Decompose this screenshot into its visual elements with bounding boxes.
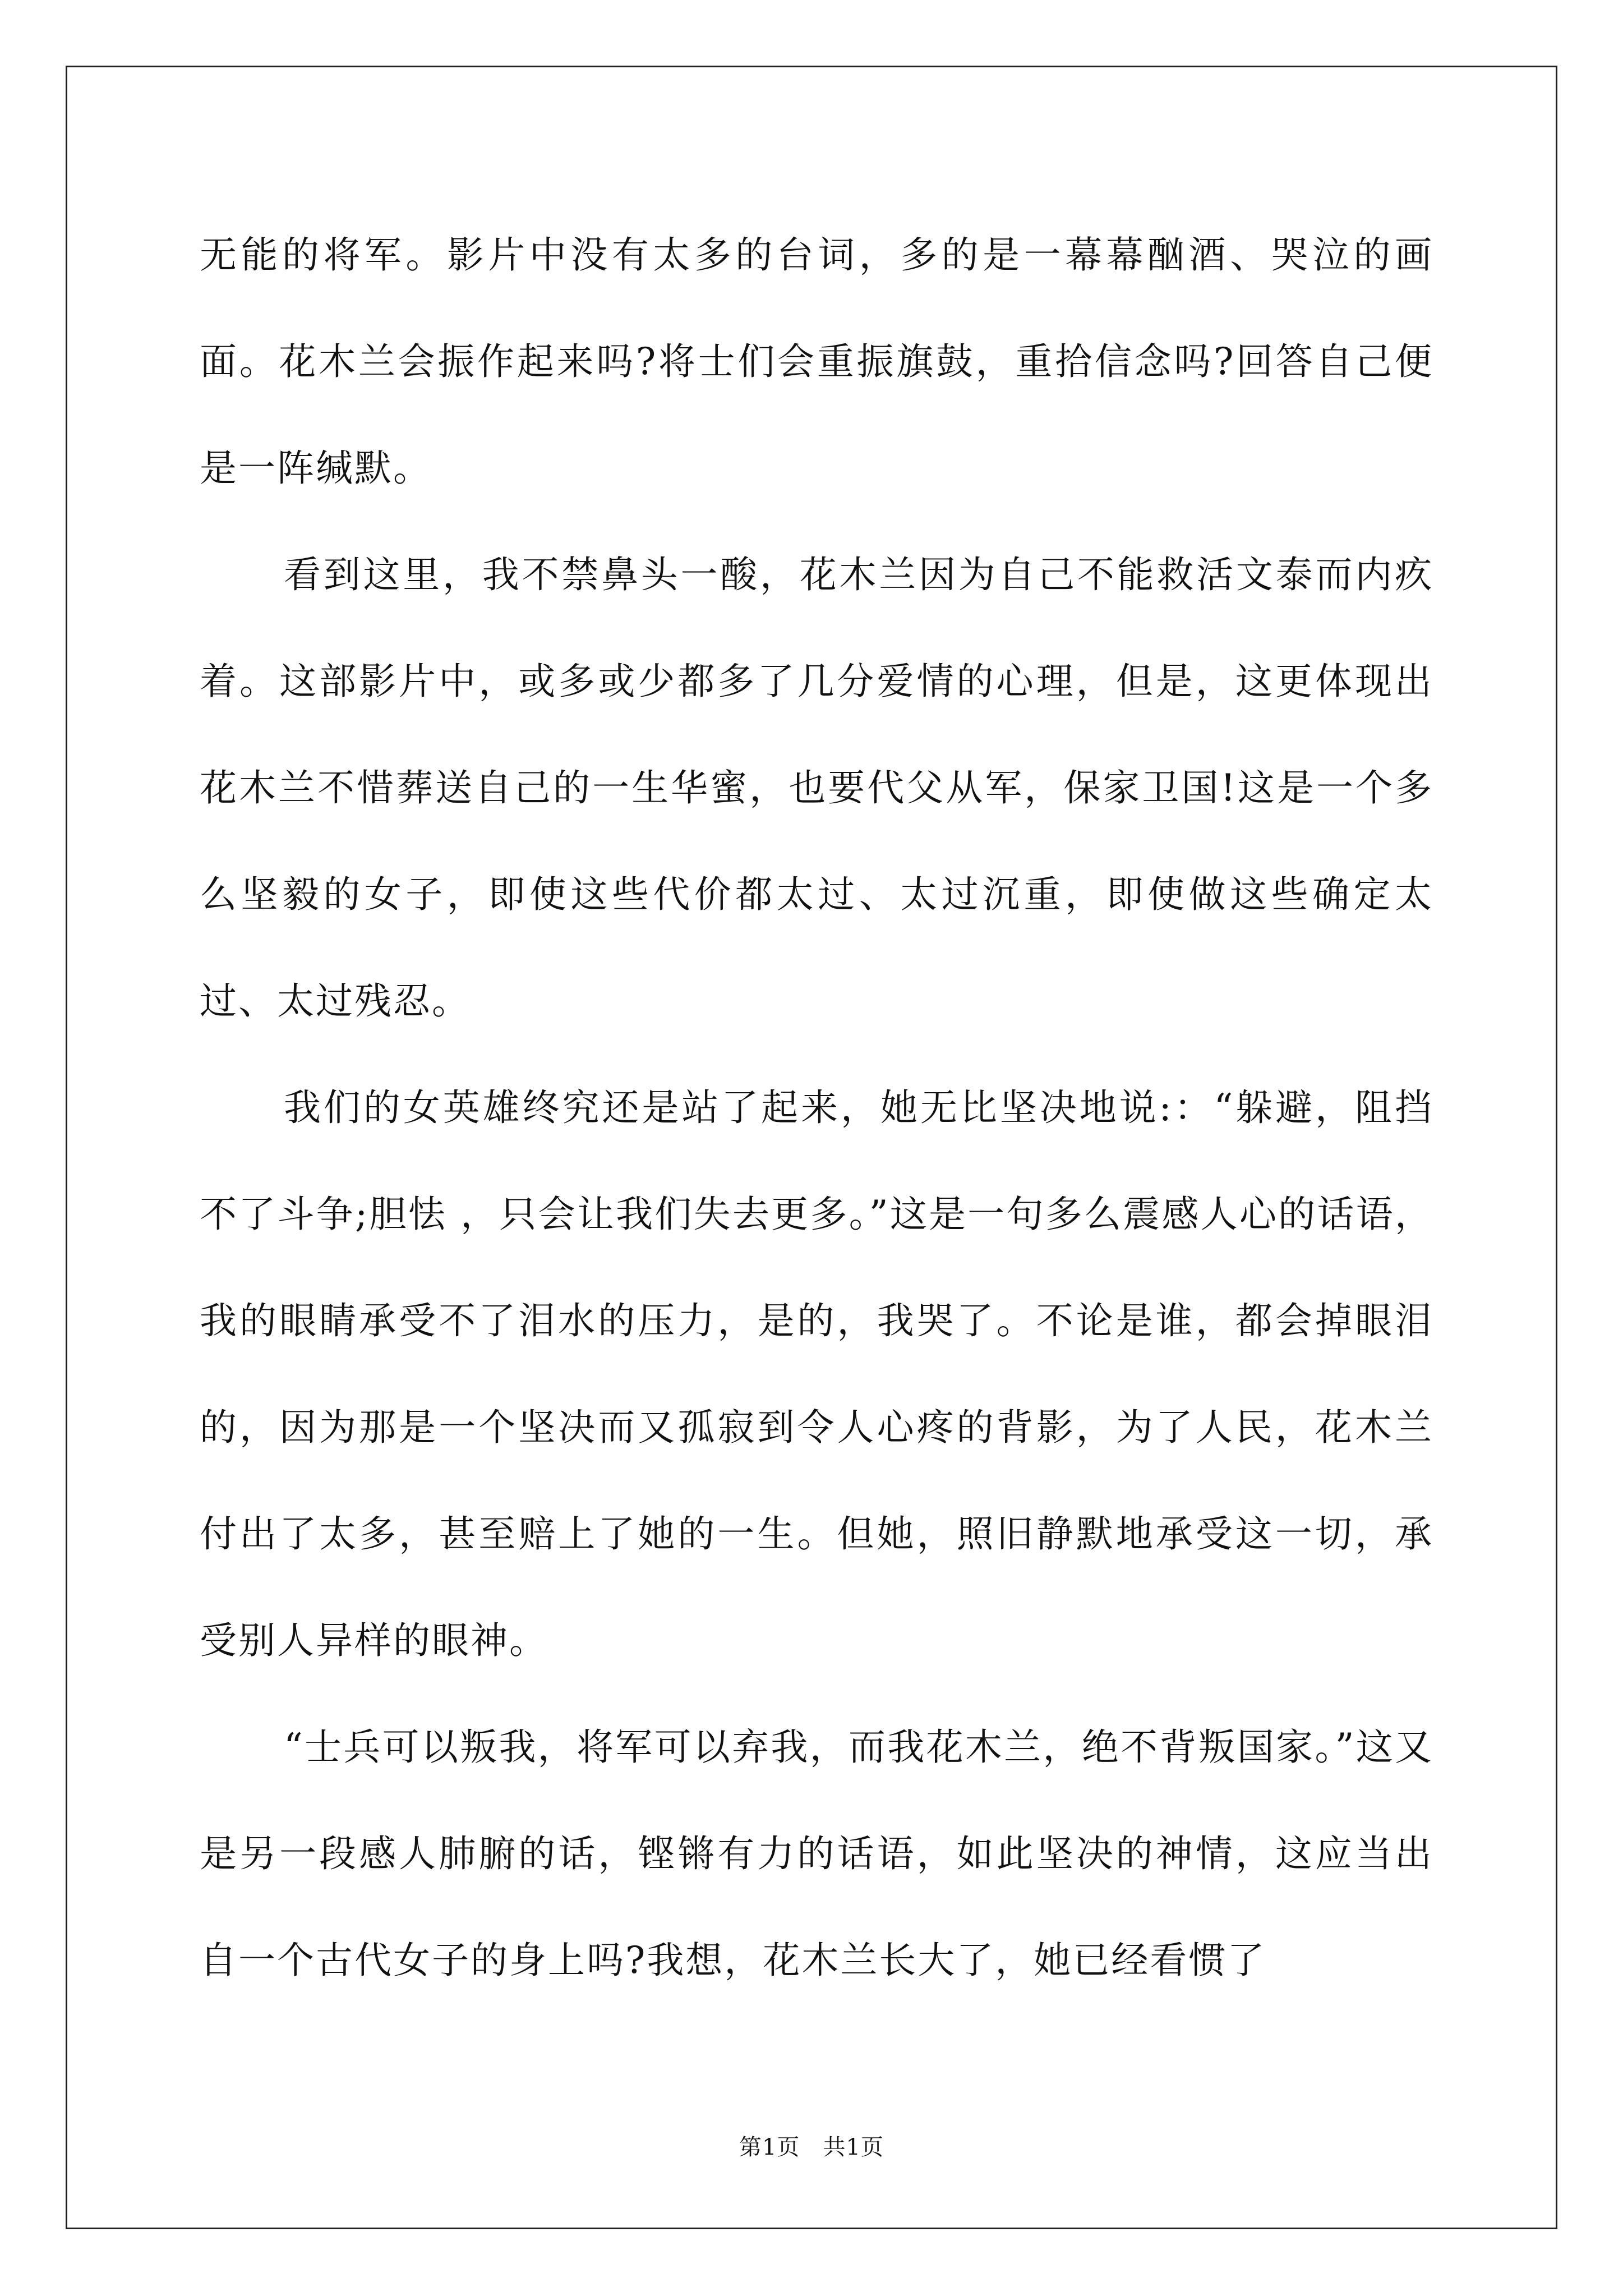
paragraph-4: “士兵可以叛我，将军可以弃我，而我花木兰，绝不背叛国家。”这又是另一段感人肺腑的话，铿锵有力的话语，如此坚决的神情，这应当出自一个古代女子的身上吗?我想，花木兰长大了，她已经看惯了: [200, 1726, 1433, 1982]
document-body: [200, 202, 1433, 2014]
page-number-footer: 第1页 共1页: [739, 2134, 884, 2160]
paragraph-3: 我们的女英雄终究还是站了起来，她无比坚决地说:：“躲避，阻挡不了斗争;胆怯 ，只会让我们失去更多。”这是一句多么震感人心的话语，我的眼睛承受不了泪水的压力，是的，我哭了。不论是谁，都会掉眼泪的，因为那是一个坚决而又孤寂到令人心疼的背影，为了人民，花木兰付出了太多，甚至赔上了她的一生。但她，照旧静默地承受这一切，承受别人异样的眼神。: [200, 1086, 1433, 1662]
paragraph-2: 看到这里，我不禁鼻头一酸，花木兰因为自己不能救活文泰而内疚着。这部影片中，或多或少都多了几分爱情的心理，但是，这更体现出花木兰不惜葬送自己的一生华蜜，也要代父从军，保家卫国!这是一个多么坚毅的女子，即使这些代价都太过、太过沉重，即使做这些确定太过、太过残忍。: [200, 553, 1433, 1023]
paragraph-1: 无能的将军。影片中没有太多的台词，多的是一幕幕酗酒、哭泣的画面。花木兰会振作起来吗?将士们会重振旗鼓，重拾信念吗?回答自己便是一阵缄默。: [200, 233, 1433, 490]
